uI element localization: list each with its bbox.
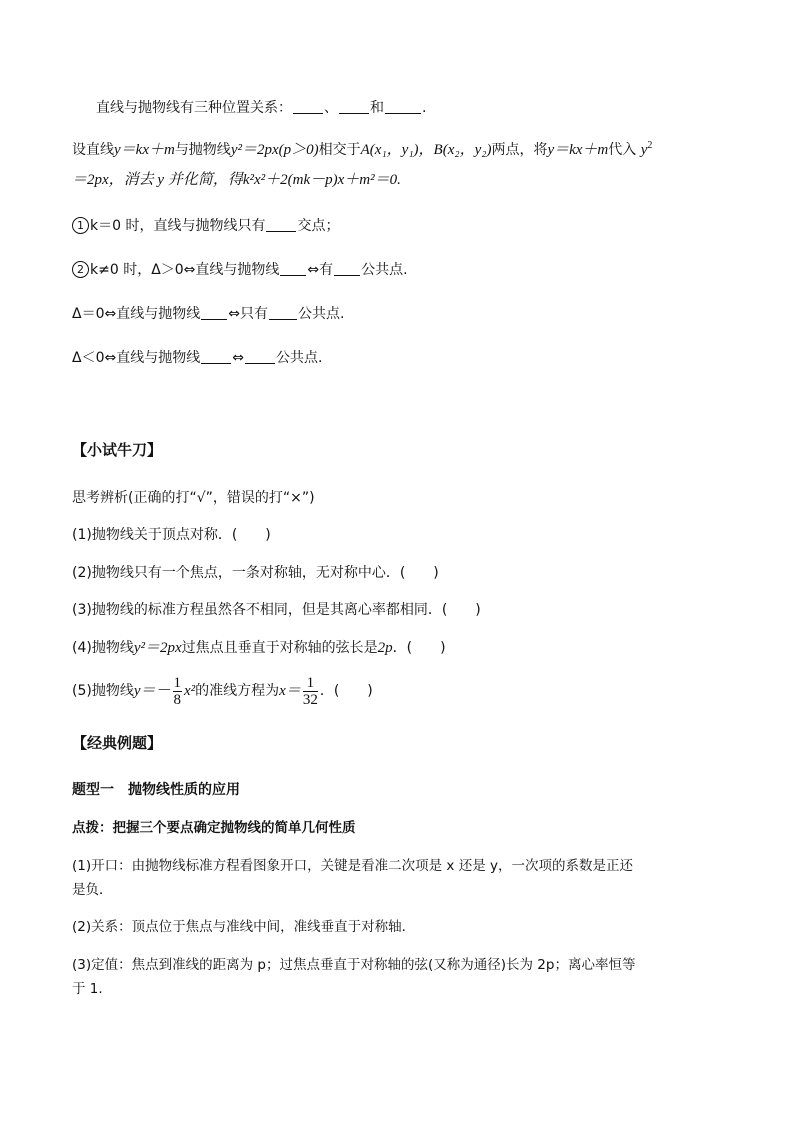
separator: 和	[370, 100, 384, 116]
quadratic-equation: k²x²＋2(mk－p)x＋m²＝0.	[242, 172, 401, 188]
blank	[385, 99, 421, 114]
intro-text: 直线与抛物线有三种位置关系：	[96, 100, 292, 116]
case-text: k≠0 时，Δ＞0⇔直线与抛物线	[90, 262, 280, 278]
setup-text: 代入	[608, 142, 637, 158]
position-relations-line	[96, 98, 426, 118]
case-text: 公共点.	[361, 262, 408, 278]
setup-text: 与抛物线	[174, 142, 231, 158]
blank	[266, 217, 296, 232]
case-k-zero	[72, 216, 339, 236]
question-text: (4)抛物线	[72, 640, 134, 656]
parabola-equation: y²＝2px	[133, 640, 182, 656]
blank	[334, 261, 360, 276]
period: .	[422, 100, 427, 116]
blank	[280, 261, 306, 276]
point-b: B(x₂，y₂)	[433, 142, 492, 158]
tip-2: (2)关系：顶点位于焦点与准线中间，准线垂直于对称轴．	[72, 919, 416, 935]
setup-text: 两点，将	[491, 142, 548, 158]
parabola-equation: y²＝2px(p＞0)	[230, 142, 319, 158]
case-text: ⇔只有	[228, 306, 268, 322]
question-text: 过焦点且垂直于对称轴的弦长是	[181, 640, 378, 656]
setup-text: ＝2px，消去 y 并化简，得	[72, 172, 243, 188]
blank	[201, 349, 231, 364]
fraction-one-eighth: $\frac{1}{8}$	[173, 674, 182, 708]
tip-1-line-2: 是负．	[72, 882, 113, 898]
case-text: Δ＝0⇔直线与抛物线	[72, 306, 201, 322]
setup-line-2	[72, 170, 401, 190]
instruction: 思考辨析(正确的打“√”，错误的打“×”)	[72, 490, 315, 506]
case-text: 公共点.	[297, 306, 345, 322]
tip-3-line-2: 于 1.	[72, 981, 103, 997]
tip-3-line-1: (3)定值：焦点到准线的距离为 p；过焦点垂直于对称轴的弦(又称为通径)长为 2p；离心率恒等	[72, 957, 636, 973]
question-text: ．( )	[392, 640, 446, 656]
separator: 、	[324, 100, 338, 116]
case-text: Δ＜0⇔直线与抛物线	[72, 350, 201, 366]
fraction-one-thirtysecond: $\frac{1}{32}$	[302, 674, 318, 708]
y-squared: $y^2$	[640, 140, 653, 158]
circled-one: 1	[72, 217, 89, 234]
blank	[245, 349, 275, 364]
section-title-practice: 【小试牛刀】	[72, 441, 163, 459]
chord-length: 2p	[377, 640, 393, 656]
question-text: 的准线方程为	[195, 683, 280, 699]
tip-1-line-1: (1)开口：由抛物线标准方程看图象开口，关键是看准二次项是 x 还是 y，一次项的系数是正还	[72, 858, 633, 874]
line-equation: y＝kx＋m	[547, 142, 609, 158]
case-k-nonzero	[72, 260, 408, 280]
tip-title: 点拨：把握三个要点确定抛物线的简单几何性质	[72, 820, 356, 836]
question-2: (2)抛物线只有一个焦点，一条对称轴，无对称中心．( )	[72, 565, 439, 581]
question-1: (1)抛物线关于顶点对称．( )	[72, 527, 271, 543]
blank	[339, 99, 369, 114]
circled-two: 2	[72, 261, 89, 278]
blank	[269, 305, 297, 320]
case-text: k＝0 时，直线与抛物线只有	[90, 218, 266, 234]
case-delta-negative	[72, 348, 322, 368]
equation-lhs: y＝－	[133, 683, 171, 699]
setup-line-1: 设直线y＝kx＋m与抛物线y²＝2px(p＞0)相交于A(x₁，y₁)，B(x₂，y₂)两点，将y＝kx＋m代入 $y^2$	[72, 140, 653, 158]
blank	[293, 99, 323, 114]
blank	[201, 305, 227, 320]
question-text: (5)抛物线	[72, 683, 134, 699]
x-squared: x²	[184, 683, 196, 699]
case-text: 交点；	[297, 218, 340, 234]
case-delta-zero	[72, 304, 344, 324]
setup-text: 相交于	[318, 142, 361, 158]
type-title: 题型一 抛物线性质的应用	[72, 782, 240, 798]
directrix-lhs: x＝	[279, 683, 301, 699]
setup-text: 设直线	[72, 142, 114, 158]
case-text: ⇔	[232, 350, 244, 366]
question-3: (3)抛物线的标准方程虽然各不相同，但是其离心率都相同．( )	[72, 602, 481, 618]
case-text: ⇔有	[307, 262, 334, 278]
point-a: A(x₁，y₁)	[360, 142, 419, 158]
question-text: ．( )	[319, 683, 373, 699]
section-title-examples: 【经典例题】	[72, 734, 163, 752]
question-5	[72, 674, 373, 708]
question-4	[72, 638, 446, 658]
case-text: 公共点.	[275, 350, 323, 366]
line-equation: y＝kx＋m	[114, 142, 175, 158]
